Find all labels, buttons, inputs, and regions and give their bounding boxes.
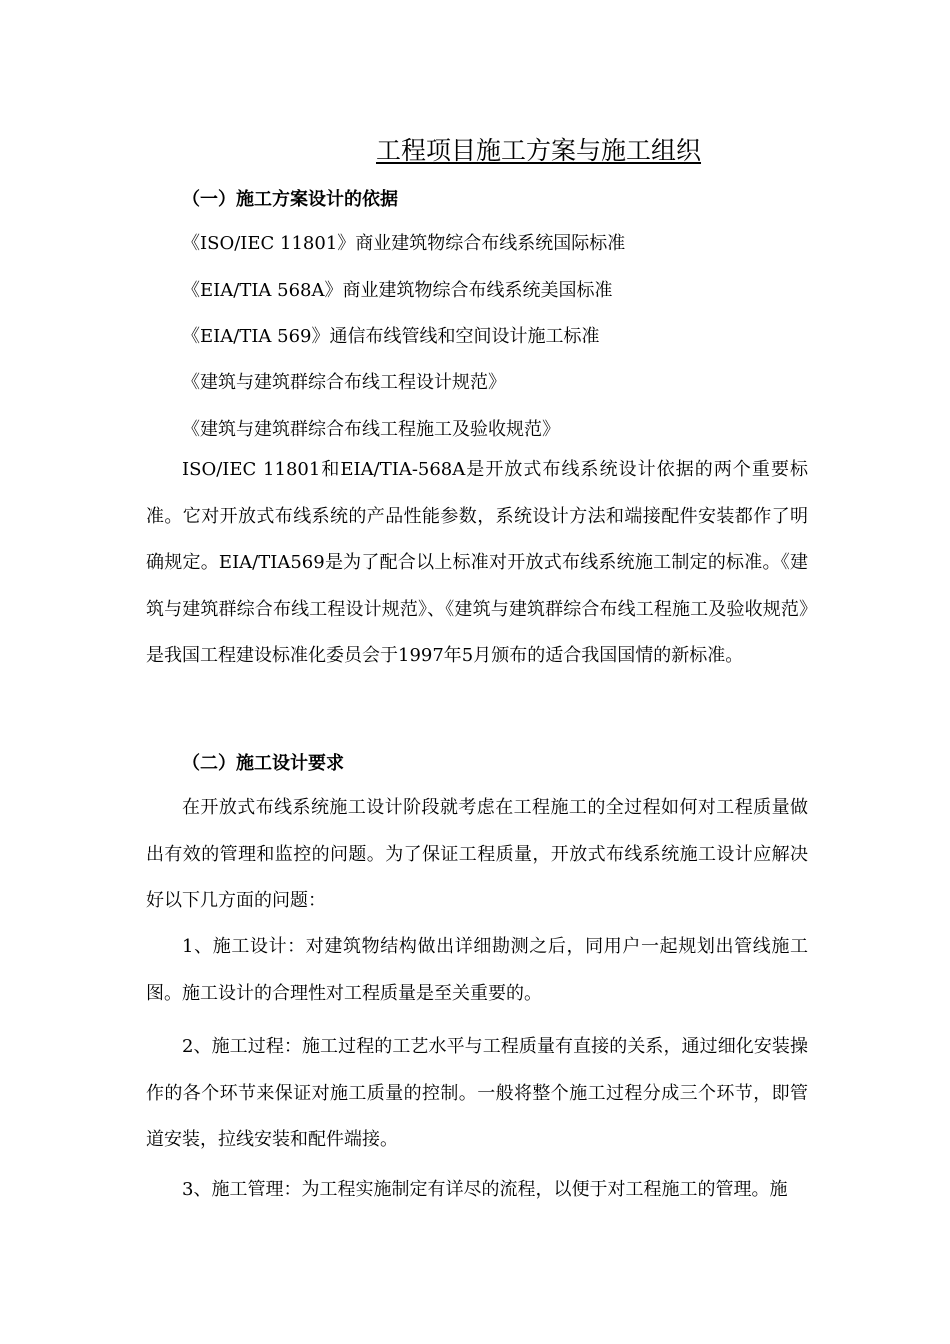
standard-item: 《EIA/TIA 569》通信布线管线和空间设计施工标准 bbox=[182, 326, 600, 347]
list-item-process: 2、施工过程：施工过程的工艺水平与工程质量有直接的关系，通过细化安装操作的各个环节来保证对施工质量的控制。一般将整个施工过程分成三个环节，即管道安装，拉线安装和配件端接。 bbox=[146, 1036, 808, 1150]
section-heading-basis: （一）施工方案设计的依据 bbox=[182, 189, 398, 210]
body-paragraph-requirements: 在开放式布线系统施工设计阶段就考虑在工程施工的全过程如何对工程质量做出有效的管理和监控的问题。为了保证工程质量，开放式布线系统施工设计应解决好以下几方面的问题： bbox=[146, 797, 808, 911]
body-paragraph-standards: ISO/IEC 11801和EIA/TIA-568A是开放式布线系统设计依据的两个重要标准。它对开放式布线系统的产品性能参数，系统设计方法和端接配件安装都作了明确规定。EIA/TIA569是为了配合以上标准对开放式布线系统施工制定的标准。《建筑与建筑群综合布线工程设计规范》、《建筑与建筑群综合布线工程施工及验收规范》是我国工程建设标准化委员会于1997年5月颁布的适合我国国情的新标准。 bbox=[146, 459, 808, 666]
standard-item: 《建筑与建筑群综合布线工程施工及验收规范》 bbox=[182, 419, 560, 440]
standard-item: 《ISO/IEC 11801》商业建筑物综合布线系统国际标准 bbox=[182, 233, 626, 254]
standard-item: 《EIA/TIA 568A》商业建筑物综合布线系统美国标准 bbox=[182, 280, 613, 301]
section-heading-requirements: （二）施工设计要求 bbox=[182, 753, 344, 774]
list-item-management: 3、施工管理：为工程实施制定有详尽的流程，以便于对工程施工的管理。施 bbox=[182, 1179, 788, 1200]
document-title: 工程项目施工方案与施工组织 bbox=[376, 136, 702, 165]
standard-item: 《建筑与建筑群综合布线工程设计规范》 bbox=[182, 372, 506, 393]
list-item-design: 1、施工设计：对建筑物结构做出详细勘测之后，同用户一起规划出管线施工图。施工设计的合理性对工程质量是至关重要的。 bbox=[146, 936, 808, 1004]
